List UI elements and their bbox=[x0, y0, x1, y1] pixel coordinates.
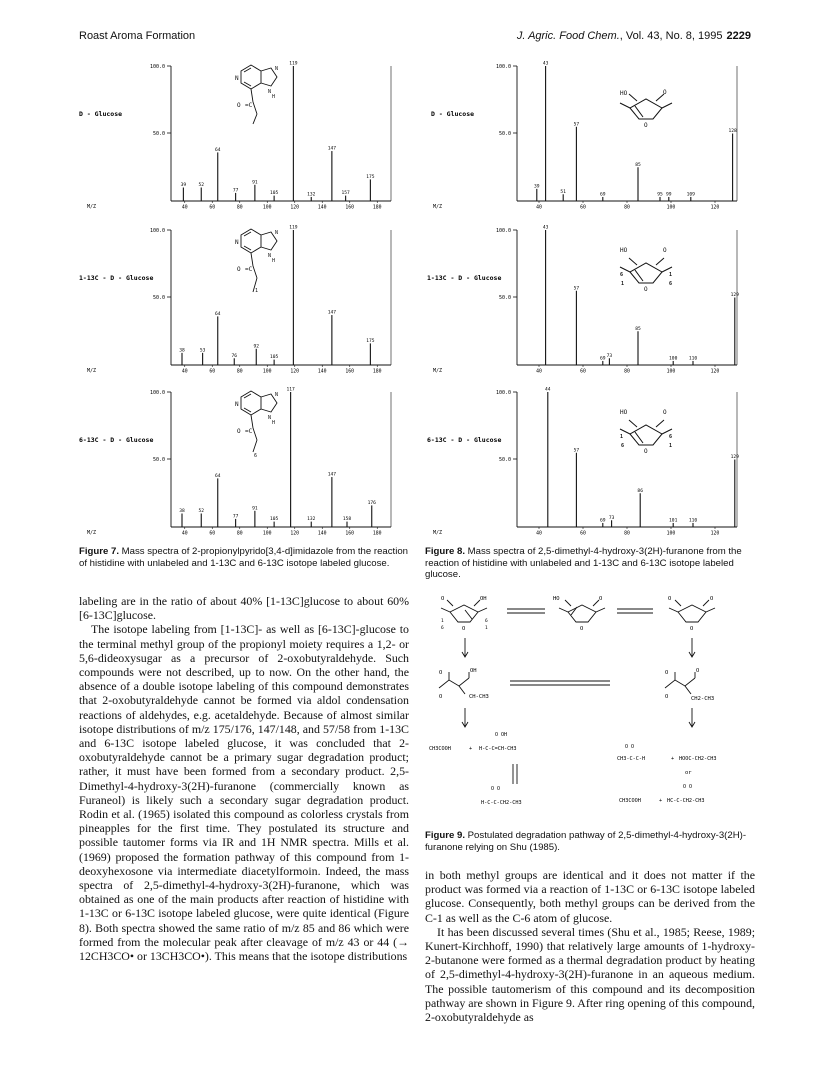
svg-text:N: N bbox=[268, 89, 272, 95]
svg-text:O: O bbox=[237, 102, 241, 109]
figure-7-label: Figure 7. bbox=[79, 546, 119, 557]
peak-label: 132 bbox=[307, 192, 316, 198]
x-tick-label: 60 bbox=[209, 531, 216, 537]
x-tick-label: 80 bbox=[624, 205, 630, 211]
svg-text:6: 6 bbox=[254, 453, 258, 459]
atom-label: OH bbox=[480, 596, 487, 602]
atom-label: O bbox=[665, 694, 669, 700]
paragraph: The isotope labeling from [1-13C]- as well as [6-13C]-glucose to the terminal methyl group of the propionyl moiety requires a 1,2- or 5,6-dideoxysugar as a precursor of 2-oxobutyraldehyde. Such compounds were not described, up to now. On the other hand, the absence of a double isotope labeling of this compound demonstrates that 2-oxobutyraldehyde cannot be formed via aldol condensation reactions of aldehydes, e.g. acetaldehyde. Because of almost similar isotope distributions of m/z 175/176, 147/148, and 57/58 from 1-13C and 6-13C isotope labeled glucose, it was concluded that 2-oxobutyraldehyde cannot be a primary sugar degradation product; rather, it must have been formed from a secondary product. 2,5-Dimethyl-4-hydroxy-3(2H)-furanone (commercially known as Furaneol) is likely such a secondary sugar degradation product. Rodin et al. (1965) isolated this compound as colorless crystals from pineapples for the first time. They postulated its structure and possible tautomer forms via IR and 1H NMR spectra. Mills et al. (1969) proposed the formation pathway of this compound from 1-deoxyhexosone via intermediate diacetylformoin. Indeed, the mass spectra of 2,5-dimethyl-4-hydroxy-3(2H)-furanone, which was obtained as one of the main products after reaction of histidine with 1-13C or 6-13C isotope labeled glucose, were quite identical (Figure 8). Both spectra showed the same ratio of m/z 85 and 86 which were formed from the molecular peak after cleavage of m/z 43 or 44 (→ 12CH3CO• or 13CH3CO•). This means that the isotope distributions bbox=[79, 622, 409, 964]
svg-text:=C: =C bbox=[245, 266, 253, 273]
peak-label: 44 bbox=[545, 387, 551, 393]
peak-label: 76 bbox=[231, 353, 238, 359]
peak-label: 129 bbox=[730, 293, 739, 298]
x-axis-label: M/Z bbox=[433, 204, 443, 210]
atom-label: O bbox=[696, 668, 700, 674]
atom-label: O bbox=[710, 596, 714, 602]
svg-text:N: N bbox=[275, 230, 279, 236]
svg-text:O: O bbox=[237, 266, 241, 273]
x-ticks bbox=[536, 201, 719, 211]
figure-9-caption bbox=[425, 830, 755, 853]
x-tick-label: 160 bbox=[345, 369, 355, 375]
journal-name: J. Agric. Food Chem. bbox=[516, 30, 620, 42]
sample-label: 1-13C - D - Glucose bbox=[427, 274, 502, 282]
furanone-structure-icon bbox=[620, 409, 672, 455]
x-tick-label: 60 bbox=[580, 369, 586, 375]
open-chain-enol-icon bbox=[439, 672, 469, 694]
page-number: 2229 bbox=[726, 30, 751, 42]
x-tick-label: 80 bbox=[236, 531, 243, 537]
volume-info: , Vol. 43, No. 8, 1995 bbox=[619, 30, 723, 42]
atom-label: OH bbox=[470, 668, 477, 674]
peak-label: 52 bbox=[198, 183, 205, 188]
x-ticks bbox=[536, 527, 719, 537]
peak-label: 100 bbox=[669, 356, 678, 362]
x-axis-label: M/Z bbox=[433, 368, 443, 374]
peak-label: 77 bbox=[232, 188, 239, 194]
svg-text:O: O bbox=[663, 409, 667, 416]
peaks bbox=[545, 387, 739, 528]
svg-text:N: N bbox=[235, 401, 239, 408]
y-axis-top-label: 100.0 bbox=[149, 390, 165, 396]
svg-text:O: O bbox=[663, 89, 667, 96]
svg-text:N: N bbox=[268, 415, 272, 421]
or-label: or bbox=[685, 770, 692, 776]
x-tick-label: 40 bbox=[181, 531, 188, 537]
x-tick-label: 60 bbox=[580, 205, 586, 211]
svg-text:HO: HO bbox=[620, 247, 628, 254]
peak-label: 109 bbox=[686, 192, 695, 198]
fragment-label: CH2-CH3 bbox=[691, 696, 715, 702]
x-tick-label: 120 bbox=[710, 369, 720, 375]
peak-label: 105 bbox=[269, 355, 279, 361]
sample-label: 6-13C - D - Glucose bbox=[427, 436, 502, 444]
body-left-column bbox=[79, 594, 409, 963]
tautomer-1-structure-icon bbox=[441, 600, 487, 622]
x-tick-label: 180 bbox=[372, 369, 382, 375]
peak-label: 91 bbox=[252, 506, 258, 512]
x-tick-label: 100 bbox=[666, 205, 676, 211]
svg-text:H: H bbox=[272, 94, 276, 100]
fig8-spectrum-1 bbox=[425, 58, 755, 210]
peak-label: 53 bbox=[199, 348, 206, 354]
svg-text:N: N bbox=[235, 75, 239, 82]
svg-text:6: 6 bbox=[621, 443, 625, 449]
peak-label: 105 bbox=[269, 517, 279, 523]
atom-label: O bbox=[462, 626, 466, 632]
peak-label: 117 bbox=[286, 387, 295, 393]
x-axis-label: M/Z bbox=[87, 530, 97, 536]
atom-label: O bbox=[599, 596, 603, 602]
x-tick-label: 60 bbox=[209, 369, 216, 375]
peak-label: 158 bbox=[342, 517, 352, 523]
running-header-title: Roast Aroma Formation bbox=[79, 30, 196, 42]
svg-text:HO: HO bbox=[620, 409, 628, 416]
paragraph: in both methyl groups are identical and it does not matter if the product was formed via a reaction of 1-13C or 6-13C isotope labeled glucose. Consequently, both methyl groups can be derived from the C-1 as well as the C-6 atom of glucose. bbox=[425, 868, 755, 925]
x-axis-label: M/Z bbox=[433, 530, 443, 536]
y-axis-top-label: 100.0 bbox=[149, 228, 165, 234]
svg-text:N: N bbox=[275, 392, 279, 398]
x-tick-label: 120 bbox=[290, 205, 300, 211]
atom-label: O bbox=[439, 670, 443, 676]
svg-text:O OH: O OH bbox=[495, 732, 508, 738]
atom-label: O bbox=[580, 626, 584, 632]
body-right-column bbox=[425, 868, 755, 1024]
pyridoimidazole-structure-icon bbox=[235, 229, 278, 294]
y-axis-mid-label: 50.0 bbox=[152, 457, 165, 463]
svg-text:HO: HO bbox=[620, 90, 628, 97]
x-tick-label: 120 bbox=[710, 531, 720, 537]
furanone-structure-icon bbox=[620, 247, 672, 293]
paragraph: labeling are in the ratio of about 40% [1-13C]glucose to about 60% [6-13C]glucose. bbox=[79, 594, 409, 623]
peak-label: 64 bbox=[214, 311, 221, 317]
svg-text:O: O bbox=[644, 448, 648, 455]
x-ticks bbox=[182, 201, 382, 211]
x-tick-label: 120 bbox=[710, 205, 720, 211]
peak-label: 39 bbox=[534, 184, 540, 190]
svg-text:6: 6 bbox=[441, 626, 444, 631]
atom-label: O bbox=[441, 596, 445, 602]
product-label: HC-C-CH2-CH3 bbox=[667, 798, 705, 804]
product-label: CH3COOH bbox=[429, 746, 451, 752]
sample-label: 1-13C - D - Glucose bbox=[79, 274, 154, 282]
figure-9-text: Postulated degradation pathway of 2,5-dimethyl-4-hydroxy-3(2H)-furanone relying on Shu (1985). bbox=[425, 830, 747, 853]
sample-label: D - Glucose bbox=[79, 110, 123, 118]
peak-label: 119 bbox=[289, 61, 298, 67]
y-axis-mid-label: 50.0 bbox=[498, 295, 511, 301]
peak-label: 175 bbox=[366, 338, 375, 344]
x-tick-label: 100 bbox=[262, 369, 272, 375]
fig7-spectrum-3 bbox=[79, 384, 409, 536]
peak-label: 176 bbox=[367, 500, 376, 506]
peak-label: 38 bbox=[179, 348, 185, 354]
product-label: HOOC-CH2-CH3 bbox=[679, 756, 717, 762]
peak-label: 147 bbox=[327, 310, 337, 316]
x-axis-label: M/Z bbox=[87, 368, 97, 374]
x-tick-label: 100 bbox=[262, 531, 272, 537]
svg-text:O O: O O bbox=[683, 784, 693, 790]
x-tick-label: 120 bbox=[290, 531, 300, 537]
pyridoimidazole-structure-icon bbox=[235, 391, 278, 459]
x-axis-label: M/Z bbox=[87, 204, 97, 210]
x-ticks bbox=[182, 527, 382, 537]
peak-label: 64 bbox=[214, 147, 221, 153]
x-tick-label: 80 bbox=[236, 369, 243, 375]
x-tick-label: 80 bbox=[624, 369, 630, 375]
peak-label: 119 bbox=[289, 225, 298, 231]
svg-text:H: H bbox=[272, 420, 276, 426]
x-tick-label: 60 bbox=[209, 205, 216, 211]
peak-label: 105 bbox=[269, 191, 279, 197]
peak-label: 175 bbox=[366, 174, 375, 180]
svg-text:O O: O O bbox=[625, 744, 635, 750]
svg-text:6: 6 bbox=[669, 434, 673, 440]
figure-9-scheme bbox=[425, 588, 755, 820]
peak-label: 69 bbox=[600, 518, 606, 524]
x-tick-label: 80 bbox=[624, 531, 630, 537]
peak-label: 38 bbox=[179, 509, 185, 514]
peak-label: 69 bbox=[600, 356, 606, 362]
x-tick-label: 40 bbox=[181, 205, 188, 211]
y-axis-mid-label: 50.0 bbox=[152, 131, 165, 137]
peak-label: 73 bbox=[608, 515, 615, 521]
svg-text:1: 1 bbox=[621, 281, 625, 287]
plus-sign: + bbox=[469, 746, 473, 752]
x-tick-label: 100 bbox=[262, 205, 272, 211]
peak-label: 147 bbox=[327, 472, 337, 478]
peak-label: 51 bbox=[560, 189, 566, 195]
peak-label: 99 bbox=[666, 192, 672, 198]
svg-text:=C: =C bbox=[245, 102, 253, 109]
peak-label: 57 bbox=[573, 448, 580, 454]
y-axis-mid-label: 50.0 bbox=[498, 457, 511, 463]
tautomer-3-structure-icon bbox=[669, 600, 715, 622]
peak-label: 77 bbox=[232, 514, 239, 520]
svg-text:6: 6 bbox=[620, 272, 624, 278]
figure-8-text: Mass spectra of 2,5-dimethyl-4-hydroxy-3(2H)-furanone from the reaction of histidine with unlabeled and 1-13C and 6-13C isotope labeled glucose. bbox=[425, 546, 742, 581]
fig7-spectrum-2 bbox=[79, 222, 409, 374]
fig8-spectrum-2 bbox=[425, 222, 755, 374]
svg-text:N: N bbox=[275, 66, 279, 72]
peak-label: 69 bbox=[600, 192, 606, 198]
product-label: H-C-C=CH-CH3 bbox=[479, 746, 517, 752]
peak-label: 43 bbox=[542, 61, 549, 67]
peak-label: 86 bbox=[637, 488, 643, 494]
svg-text:1: 1 bbox=[441, 619, 444, 624]
figure-7-caption bbox=[79, 546, 409, 569]
furanone-structure-icon bbox=[620, 89, 672, 129]
fig8-spectrum-3 bbox=[425, 384, 755, 536]
x-tick-label: 160 bbox=[345, 531, 355, 537]
x-tick-label: 40 bbox=[181, 369, 188, 375]
svg-text:H: H bbox=[272, 258, 276, 264]
svg-text:1: 1 bbox=[255, 288, 259, 294]
svg-text:O O: O O bbox=[491, 786, 501, 792]
peak-label: 129 bbox=[730, 455, 739, 460]
x-ticks bbox=[182, 365, 382, 375]
x-tick-label: 40 bbox=[536, 369, 542, 375]
figure-7-text: Mass spectra of 2-propionylpyrido[3,4-d]imidazole from the reaction of histidine with unlabeled and 1-13C and 6-13C isotope labeled glucose. bbox=[79, 546, 409, 569]
peak-label: 110 bbox=[688, 356, 698, 362]
svg-text:6: 6 bbox=[485, 619, 488, 624]
svg-text:O: O bbox=[644, 122, 648, 129]
svg-text:O: O bbox=[644, 286, 648, 293]
y-axis-top-label: 100.0 bbox=[149, 64, 165, 70]
paragraph: It has been discussed several times (Shu et al., 1985; Reese, 1989; Kunert-Kirchhoff, 1990) that relatively large amounts of 1-hydroxy-2-butanone were formed as a thermal degradation product by heating of 2,5-dimethyl-4-hydroxy-3(2H)-furanone in an aqueous medium. The possible tautomerism of this compound and its decomposition pathway are shown in Figure 9. After ring opening of this compound, 2-oxobutyraldehyde as bbox=[425, 924, 755, 1025]
product-label: H-C-C-CH2-CH3 bbox=[481, 800, 522, 806]
x-tick-label: 60 bbox=[580, 531, 586, 537]
peaks bbox=[543, 225, 739, 366]
atom-label: O bbox=[668, 596, 672, 602]
atom-label: O bbox=[439, 694, 443, 700]
peak-label: 85 bbox=[635, 326, 641, 332]
y-axis-mid-label: 50.0 bbox=[152, 295, 165, 301]
peak-label: 132 bbox=[307, 517, 316, 523]
x-tick-label: 100 bbox=[666, 531, 676, 537]
peak-label: 110 bbox=[688, 518, 698, 524]
y-axis-top-label: 100.0 bbox=[495, 228, 511, 234]
svg-text:O: O bbox=[237, 428, 241, 435]
peak-label: 39 bbox=[180, 183, 187, 188]
plus-sign: + bbox=[671, 756, 675, 762]
pyridoimidazole-structure-icon bbox=[235, 65, 278, 124]
peak-label: 43 bbox=[542, 225, 549, 231]
svg-text:=C: =C bbox=[245, 428, 253, 435]
svg-text:1: 1 bbox=[669, 443, 673, 449]
peak-label: 147 bbox=[327, 146, 337, 152]
x-tick-label: 180 bbox=[372, 205, 382, 211]
peak-label: 52 bbox=[198, 509, 205, 514]
open-chain-keto-icon bbox=[665, 672, 695, 694]
plus-sign: + bbox=[659, 798, 663, 804]
peak-label: 57 bbox=[573, 122, 580, 128]
peak-label: 64 bbox=[214, 473, 221, 479]
figure-9-label: Figure 9. bbox=[425, 830, 465, 841]
x-tick-label: 140 bbox=[317, 205, 327, 211]
x-tick-label: 80 bbox=[236, 205, 243, 211]
x-tick-label: 140 bbox=[317, 369, 327, 375]
x-tick-label: 120 bbox=[290, 369, 300, 375]
peaks bbox=[179, 387, 376, 528]
tautomer-2-structure-icon bbox=[559, 600, 605, 622]
y-axis-mid-label: 50.0 bbox=[498, 131, 511, 137]
x-tick-label: 100 bbox=[666, 369, 676, 375]
peak-label: 85 bbox=[635, 162, 641, 168]
svg-text:N: N bbox=[268, 253, 272, 259]
peak-label: 157 bbox=[341, 191, 350, 197]
figure-8-label: Figure 8. bbox=[425, 546, 465, 557]
running-header-citation bbox=[517, 30, 751, 42]
peaks bbox=[179, 225, 375, 366]
fragment-label: CH-CH3 bbox=[469, 694, 489, 700]
x-tick-label: 40 bbox=[536, 531, 542, 537]
peak-label: 128 bbox=[728, 129, 737, 134]
peak-label: 95 bbox=[657, 192, 663, 198]
svg-text:O: O bbox=[663, 247, 667, 254]
figure-8-caption bbox=[425, 546, 755, 581]
y-axis-top-label: 100.0 bbox=[495, 390, 511, 396]
sample-label: 6-13C - D - Glucose bbox=[79, 436, 154, 444]
product-label: CH3COOH bbox=[619, 798, 641, 804]
svg-text:1: 1 bbox=[669, 272, 673, 278]
peaks bbox=[181, 61, 375, 202]
svg-text:1: 1 bbox=[620, 434, 624, 440]
x-tick-label: 160 bbox=[345, 205, 355, 211]
peak-label: 91 bbox=[252, 180, 258, 186]
atom-label: O bbox=[665, 670, 669, 676]
atom-label: HO bbox=[553, 596, 560, 602]
x-ticks bbox=[536, 365, 719, 375]
x-tick-label: 180 bbox=[372, 531, 382, 537]
svg-text:1: 1 bbox=[485, 626, 488, 631]
atom-label: O bbox=[690, 626, 694, 632]
x-tick-label: 40 bbox=[536, 205, 542, 211]
peak-label: 73 bbox=[606, 353, 613, 359]
sample-label: D - Glucose bbox=[431, 110, 475, 118]
y-axis-top-label: 100.0 bbox=[495, 64, 511, 70]
svg-text:N: N bbox=[235, 239, 239, 246]
peak-label: 57 bbox=[573, 286, 580, 292]
fig7-spectrum-1 bbox=[79, 58, 409, 210]
peak-label: 101 bbox=[669, 518, 678, 524]
peaks bbox=[534, 61, 737, 202]
peak-label: 92 bbox=[253, 344, 260, 350]
svg-text:6: 6 bbox=[669, 281, 673, 287]
product-label: CH3-C-C-H bbox=[617, 756, 646, 762]
x-tick-label: 140 bbox=[317, 531, 327, 537]
